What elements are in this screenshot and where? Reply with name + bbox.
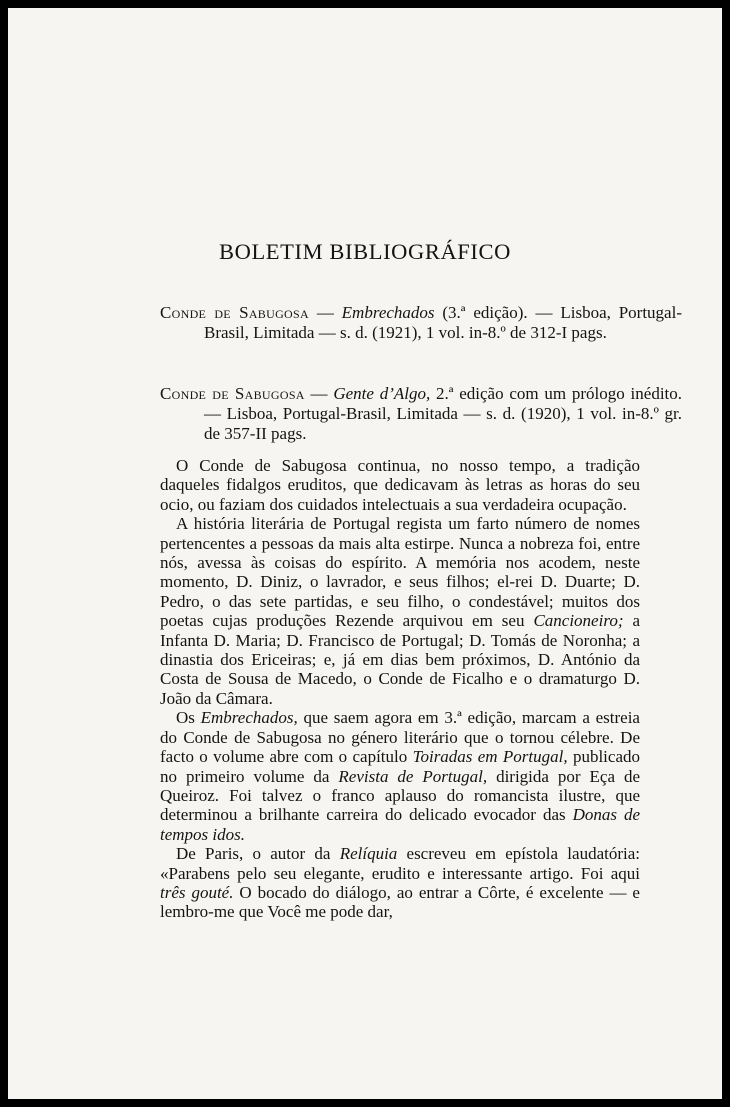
- paragraph-text: O Conde de Sabugosa continua, no nosso tempo, a tradição daqueles fidalgos eruditos, que dedicavam às letras as horas do seu ocio, ou faziam dos cuidados intelectuais a sua verdadeira ocupação.: [160, 456, 640, 514]
- paragraph-text: O bocado do diálogo, ao entrar a Côrte, é excelente — e lembro-me que Você me pode dar,: [160, 882, 640, 922]
- italic-title: três gouté.: [160, 882, 234, 902]
- paragraph-text: que saem agora em 3.ª edição, marcam a estreia do Conde de Sabugosa no género literário que o tornou célebre. De facto o volume abre com o capítulo: [160, 708, 640, 767]
- entry-details: (3.ª edição). — Lisboa, Portugal-Brasil, Limitada — s. d. (1921), 1 vol. in-8.º de 312-I pags.: [204, 303, 682, 342]
- entry-work-title: Embrechados: [341, 303, 435, 322]
- entry-author: Conde de Sabugosa: [160, 303, 309, 322]
- italic-title: Revista de Portugal,: [338, 766, 488, 786]
- entry-work-title: Gente d’Algo,: [333, 384, 431, 403]
- paragraph-text: De Paris, o autor da: [176, 844, 340, 864]
- book-page: [8, 8, 722, 1099]
- paragraph: [160, 844, 640, 922]
- italic-title: Cancioneiro;: [533, 611, 624, 631]
- italic-title: Toiradas em Portugal,: [412, 747, 568, 767]
- italic-title: Relíquia: [339, 844, 398, 864]
- bibliography-entry: [160, 384, 682, 444]
- entry-separator: —: [308, 303, 342, 322]
- entry-details: 2.ª edição com um prólogo inédito. — Lisboa, Portugal-Brasil, Limitada — s. d. (1920), 1 vol. in-8.º gr. de 357-II pags.: [204, 384, 683, 443]
- paragraph: [160, 708, 640, 844]
- entry-separator: —: [304, 384, 334, 403]
- paragraph-text: escreveu em epístola laudatória: «Parabens pelo seu elegante, erudito e interessante artigo. Foi aqui: [160, 844, 640, 883]
- review-body: [160, 456, 640, 922]
- entry-author: Conde de Sabugosa: [160, 384, 305, 403]
- italic-title: Embrechados,: [200, 708, 298, 728]
- paragraph-text: dirigida por Eça de Queiroz. Foi talvez o franco aplauso do romancista ilustre, que determinou a brilhante carreira do delicado evocador das: [160, 766, 640, 825]
- page-title: BOLETIM BIBLIOGRÁFICO: [219, 239, 511, 264]
- bibliography-entry: [160, 303, 682, 343]
- paragraph: [160, 514, 640, 708]
- italic-title: Donas de tempos idos.: [160, 805, 640, 844]
- paragraph-text: publicado no primeiro volume da: [160, 747, 640, 786]
- paragraph-text: a Infanta D. Maria; D. Francisco de Portugal; D. Tomás de Noronha; a dinastia dos Ericeiras; e, já em dias bem próximos, D. António da Costa de Sousa de Macedo, o Conde de Ficalho e o dramaturgo D. João da Câmara.: [160, 611, 641, 708]
- paragraph: [160, 456, 640, 514]
- paragraph-text: Os: [176, 708, 201, 728]
- paragraph-text: A história literária de Portugal regista um farto número de nomes pertencentes a pessoas da mais alta estirpe. Nunca a nobreza foi, entre nós, avessa às coisas do espírito. A memória nos acodem, neste momento, D. Diniz, o lavrador, e seus filhos; el-rei D. Duarte; D. Pedro, o das sete partidas, e seu filho, o condestável; muitos dos poetas cujas produções Rezende arquivou em seu: [160, 514, 640, 631]
